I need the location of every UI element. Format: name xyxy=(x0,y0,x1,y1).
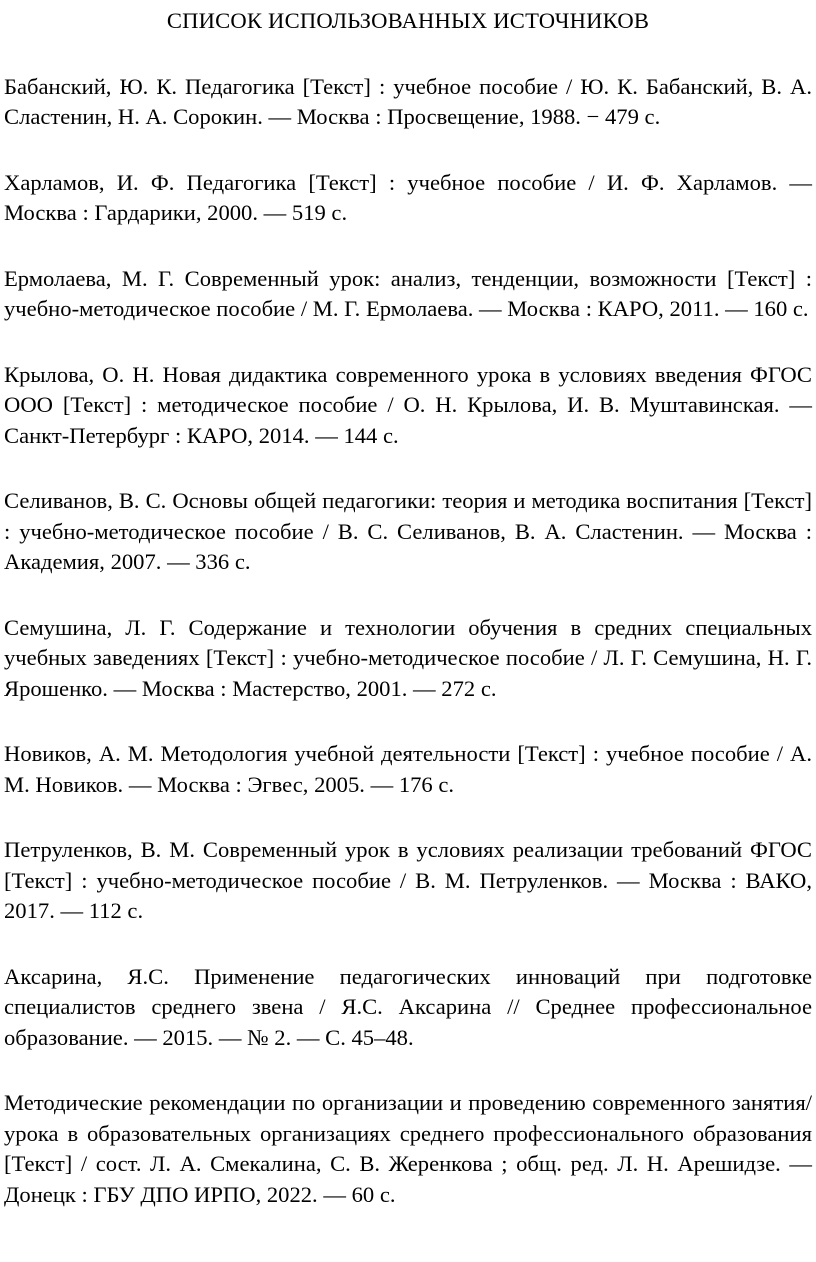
bibliography-entry: Аксарина, Я.С. Применение педагогических инноваций при подготовке специалистов среднего звена / Я.С. Аксарина // Среднее профессиональное образование. — 2015. — № 2. — С. 45–48. xyxy=(4,963,812,1050)
bibliography-list xyxy=(4,72,812,1211)
bibliography-entry: Новиков, А. М. Методология учебной деятельности [Текст] : учебное пособие / А. М. Новиков. — Москва : Эгвес, 2005. — 176 с. xyxy=(4,741,812,797)
bibliography-entry: Семушина, Л. Г. Содержание и технологии обучения в средних специальных учебных заведениях [Текст] : учебно-методическое пособие / Л. Г. Семушина, Н. Г. Ярошенко. — Москва : Мастерство, 2001. — 272 с. xyxy=(4,614,812,701)
bibliography-entry: Бабанский, Ю. К. Педагогика [Текст] : учебное пособие / Ю. К. Бабанский, В. А. Сластенин, Н. А. Сорокин. — Москва : Просвещение, 1988. − 479 с. xyxy=(4,73,812,129)
bibliography-entry: Петруленков, В. М. Современный урок в условиях реализации требований ФГОС [Текст] : учебно-методическое пособие / В. М. Петруленков. — Москва : ВАКО, 2017. — 112 с. xyxy=(4,837,812,923)
bibliography-entry: Харламов, И. Ф. Педагогика [Текст] : учебное пособие / И. Ф. Харламов. — Москва : Гардарики, 2000. — 519 с. xyxy=(4,169,812,225)
bibliography-entry: Методические рекомендации по организации и проведению современного занятия/урока в образовательных организациях среднего профессионального образования [Текст] / сост. Л. А. Смекалина, С. В. Жеренкова ; общ. ред. Л. Н. Арешидзе. — Донецк : ГБУ ДПО ИРПО, 2022. — 60 с. xyxy=(4,1090,812,1207)
page-title: СПИСОК ИСПОЛЬЗОВАННЫХ ИСТОЧНИКОВ xyxy=(166,8,650,33)
bibliography-entry: Селиванов, В. С. Основы общей педагогики: теория и методика воспитания [Текст] : учебно-методическое пособие / В. С. Селиванов, В. А. Сластенин. — Москва : Академия, 2007. — 336 с. xyxy=(4,488,812,574)
bibliography-entry: Крылова, О. Н. Новая дидактика современного урока в условиях введения ФГОС ООО [Текст] : методическое пособие / О. Н. Крылова, И. В. Муштавинская. — Санкт-Петербург : КАРО, 2014. — 144 с. xyxy=(4,361,812,448)
bibliography-entry: Ермолаева, М. Г. Современный урок: анализ, тенденции, возможности [Текст] : учебно-методическое пособие / М. Г. Ермолаева. — Москва : КАРО, 2011. — 160 с. xyxy=(4,265,812,321)
